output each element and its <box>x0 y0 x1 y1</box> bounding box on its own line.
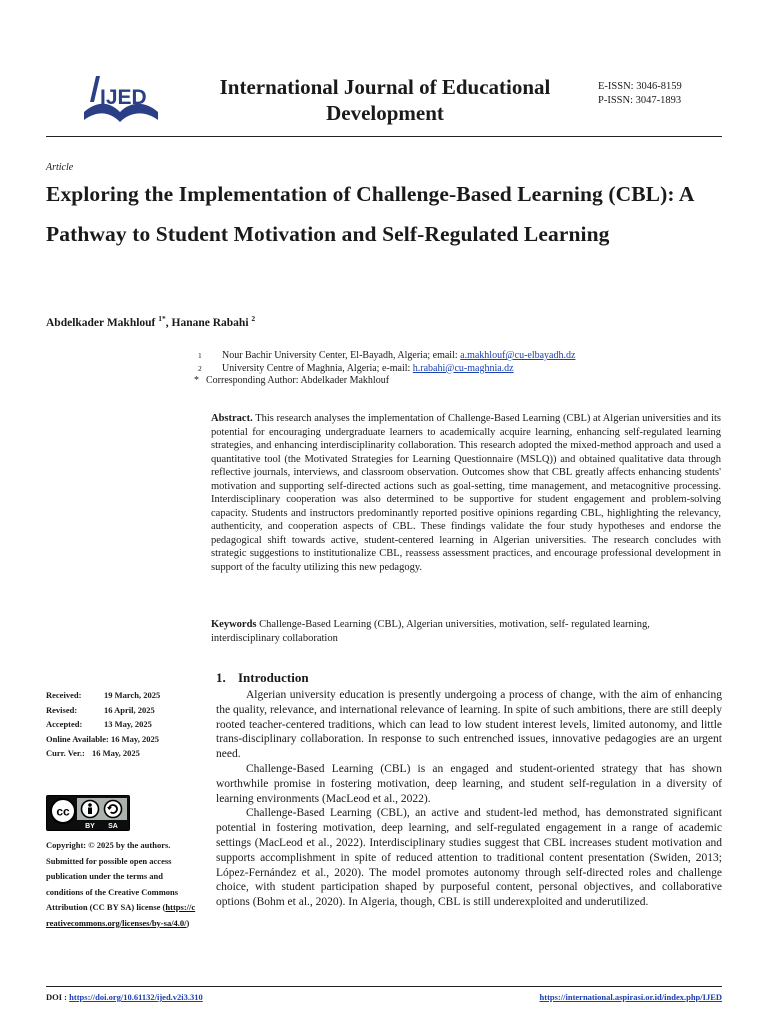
date-row <box>46 688 160 703</box>
date-label: Received: <box>46 690 82 700</box>
logo-text: IJED <box>100 86 147 109</box>
affiliation-text: University Centre of Maghnia, Algeria; e-mail: <box>222 362 413 374</box>
issn-block <box>598 80 682 108</box>
journal-logo <box>78 72 162 130</box>
paragraph: Algerian university education is presently undergoing a process of change, with the aim of enhancing the quality, relevance, and international relevance of learning. In spite of such ambitions, there are still deeply rooted teacher-centered traditions, which can lead to low student interest levels, limited autonomy, and little trans-disciplinary collaboration. In response to such entrenched issues, innovative pedagogies are an urgent need. <box>216 689 722 761</box>
date-value: 16 May, 2025 <box>111 733 159 744</box>
date-value: 16 May, 2025 <box>92 748 140 758</box>
paragraph: Challenge-Based Learning (CBL) is an engaged and student-oriented strategy that has shown worthwhile promise in fostering motivation, deep learning, and student self-regulation in a diversity of learning environments (MacLeod et al., 2022). <box>216 762 722 805</box>
date-label: Accepted: <box>46 719 83 729</box>
author-email-link[interactable]: h.rabahi@cu-maghnia.dz <box>412 362 514 374</box>
author-affil-mark: 2 <box>251 314 256 323</box>
sa-share-icon <box>105 801 122 818</box>
doi-label: DOI : <box>46 992 70 1002</box>
footer-divider <box>46 986 722 987</box>
header-divider <box>46 136 722 137</box>
author-list <box>46 314 255 329</box>
cc-by-sa-badge[interactable] <box>46 795 130 831</box>
section-title: Introduction <box>238 670 309 685</box>
article-dates <box>46 688 160 761</box>
keywords-text: Challenge-Based Learning (CBL), Algerian universities, motivation, self- regulated learning, interdisciplinary collaboration <box>211 619 650 644</box>
corresponding-mark: * <box>194 375 199 386</box>
date-row <box>46 732 160 747</box>
pissn: P-ISSN: 3047-1893 <box>598 95 682 106</box>
affiliations <box>196 350 716 388</box>
author-email-link[interactable]: a.makhlouf@cu-elbayadh.dz <box>460 350 576 361</box>
eissn: E-ISSN: 3046-8159 <box>598 81 682 92</box>
date-value: 16 April, 2025 <box>104 704 155 715</box>
keywords <box>211 618 721 645</box>
copyright-text: Copyright: © 2025 by the authors. Submitted for possible open access publication under the terms and conditions of the Creative Commons Attribution (CC BY SA) license ( <box>46 840 179 912</box>
section-heading <box>216 670 309 686</box>
date-value: 13 May, 2025 <box>104 719 152 729</box>
affiliation-text: Nour Bachir University Center, El-Bayadh, Algeria; email: <box>222 350 461 361</box>
journal-site-link[interactable]: https://international.aspirasi.or.id/index.php/IJED <box>539 992 722 1002</box>
date-value: 19 March, 2025 <box>104 690 161 700</box>
date-row <box>46 717 160 732</box>
license-link[interactable]: https://creativecommons.org/licenses/by-sa/4.0/ <box>46 902 196 928</box>
journal-site <box>540 992 722 1002</box>
abstract <box>211 412 721 574</box>
author-name: Hanane Rabahi <box>171 316 252 329</box>
affiliation-item <box>194 375 716 388</box>
paragraph: Challenge-Based Learning (CBL), an active and student-led method, has demonstrated significant potential in fostering motivation, deep learning, and self-regulated engagement in a range of academic settings (MacLeod et al., 2022). Interdisciplinary studies suggest that CBL increases student motivation and supports accomplishment in spite of reduced attention to traditional content presentation (Swiden, 2013; López-Fernández et al., 2020). The model promotes autonomy through self-directed roles and challenge choice, with student participation shaped by purposeful content, personal objectives, and collaborative options (Bohm et al., 2020). In Algeria, though, CBL is still underexploited and underutilized. <box>216 807 722 909</box>
date-label: Curr. Ver.: <box>46 748 85 758</box>
affiliation-mark: 2 <box>198 363 202 373</box>
author-name: Abdelkader Makhlouf <box>46 316 159 329</box>
doi <box>46 992 203 1002</box>
abstract-label: Abstract. <box>211 413 253 424</box>
affiliation-mark: 1 <box>198 351 202 360</box>
cc-by-label: BY <box>85 823 95 830</box>
svg-text:cc: cc <box>56 804 70 819</box>
cc-sa-label: SA <box>108 823 118 830</box>
date-label: Online Available: <box>46 733 109 744</box>
date-row <box>46 703 160 718</box>
author-affil-mark: 1* <box>158 314 166 323</box>
copyright-end: ) <box>186 917 190 928</box>
date-label: Revised: <box>46 704 78 715</box>
introduction-body <box>216 688 722 910</box>
doi-link[interactable]: https://doi.org/10.61132/ijed.v2i3.310 <box>69 992 203 1002</box>
section-number: 1. <box>216 670 226 685</box>
date-row <box>46 746 160 761</box>
copyright-notice <box>46 838 196 931</box>
keywords-label: Keywords <box>211 619 257 630</box>
affiliation-item <box>196 363 716 376</box>
journal-title: International Journal of Educational Development <box>219 75 551 125</box>
abstract-text: This research analyses the implementation of Challenge-Based Learning (CBL) at Algerian universities and its potential for encouraging undergraduate learners to academically acquire learning, enhancing self-regulated learning strategies, and enhancing interdisciplinarity collaboration. This research adopted the mixed-method approach and used a quantitative tool (the Motivated Strategies for Learning Questionnaire (MSLQ)) and obtained qualitative data through reflective journals, interviews, and classroom observation. Outcomes show that CBL greatly affects enhancing students' motivation and supporting self-directed actions such as goal-setting, time management, and metacognitive processing. Interdisciplinary cooperation was also determined to be supportive for student engagement and problem-solving capacity. Students and instructors predominantly reported positive opinions regarding CBL, highlighting the relevancy, authenticity, and cooperation aspects of CBL. These findings validate the four study hypotheses and endorse the pedagogical shift towards active, student-centered learning in Algerian universities. The research concludes with strategic suggestions to institutionalize CBL, reassess assessment practices, and encourage professional development in support of the faculty utilizing this new pedagogy. <box>211 413 721 573</box>
paper-title: Exploring the Implementation of Challenge-Based Learning (CBL): A Pathway to Student Motivation and Self-Regulated Learning <box>46 182 694 246</box>
author-separator: , <box>165 316 172 329</box>
affiliation-text: Corresponding Author: Abdelkader Makhlouf <box>206 375 390 386</box>
affiliation-item <box>196 350 716 363</box>
article-type-label: Article <box>46 162 74 173</box>
